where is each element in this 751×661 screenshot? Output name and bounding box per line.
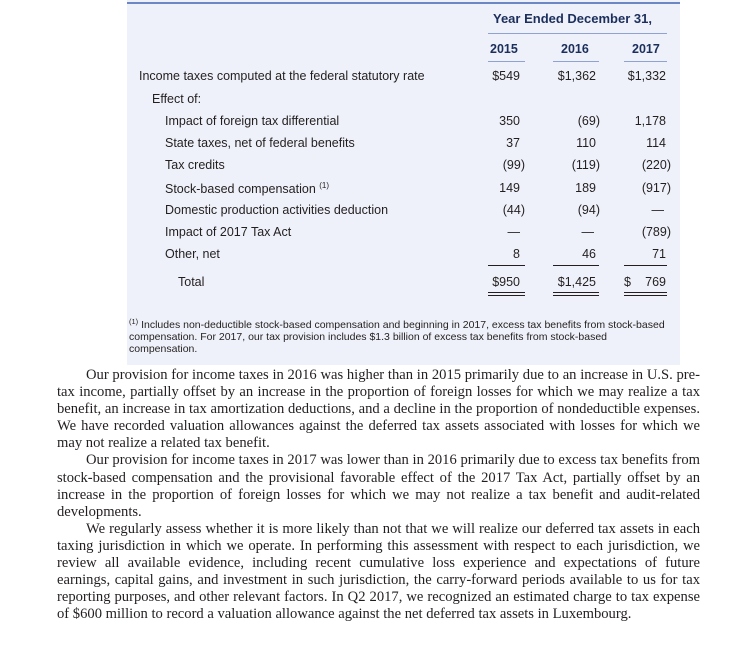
row-label-total: Total bbox=[178, 275, 205, 289]
total-rule-2015 bbox=[488, 292, 525, 296]
cell-2017: — bbox=[651, 203, 664, 217]
cell-2017: (917) bbox=[641, 181, 671, 195]
cell-2015: $950 bbox=[492, 275, 520, 289]
year-rule-2017 bbox=[624, 61, 667, 62]
cell-2015: 350 bbox=[499, 114, 520, 128]
total-rule-2016 bbox=[553, 292, 599, 296]
paragraph: Our provision for income taxes in 2016 was higher than in 2015 primarily due to an increase in U.S. pre-tax income, partially offset by an increase in the proportion of foreign losses for which we may realize a tax benefit, an increase in tax amortization deductions, and a decline in the proportion of nondeductible expenses. We have recorded valuation allowances against the deferred tax assets associated with losses for which we may not realize a related tax benefit. bbox=[57, 367, 700, 452]
year-2016: 2016 bbox=[561, 42, 589, 56]
cell-2016: (94) bbox=[577, 203, 600, 217]
row-label-state-taxes: State taxes, net of federal benefits bbox=[165, 136, 355, 150]
year-rule-2016 bbox=[553, 61, 599, 62]
cell-2017: 114 bbox=[646, 136, 666, 150]
paragraph: Our provision for income taxes in 2017 was lower than in 2016 primarily due to excess tax benefits from stock-based compensation and the provisional favorable effect of the 2017 Tax Act, partially offset by an increase in the proportion of foreign losses for which we may not realize a tax benefit and audit-related developments. bbox=[57, 452, 700, 520]
cell-2017: 71 bbox=[652, 247, 666, 261]
cell-2015: 37 bbox=[506, 136, 520, 150]
row-label-domestic-production: Domestic production activities deduction bbox=[165, 203, 389, 217]
year-2015: 2015 bbox=[490, 42, 518, 56]
cell-2015: (99) bbox=[502, 158, 525, 172]
header-rule bbox=[488, 33, 667, 34]
cell-2016: (119) bbox=[571, 158, 600, 172]
cell-2017: (789) bbox=[641, 225, 671, 239]
subtotal-rule-2015 bbox=[488, 265, 525, 266]
cell-2015: 8 bbox=[513, 247, 520, 261]
cell-2016: — bbox=[581, 225, 594, 239]
footnote-ref: (1) bbox=[319, 181, 330, 190]
year-2017: 2017 bbox=[632, 42, 660, 56]
cell-2015: 149 bbox=[499, 181, 520, 195]
cell-2017: 1,178 bbox=[634, 114, 666, 128]
subtotal-rule-2017 bbox=[624, 265, 667, 266]
row-label-foreign-tax: Impact of foreign tax differential bbox=[165, 114, 340, 128]
cell-2016: 46 bbox=[582, 247, 596, 261]
row-label-tax-credits: Tax credits bbox=[165, 158, 225, 172]
cell-2017: $1,332 bbox=[627, 69, 666, 83]
row-label-tax-act: Impact of 2017 Tax Act bbox=[165, 225, 292, 239]
table-footnote bbox=[129, 316, 674, 355]
footnote-text: Includes non-deductible stock-based compensation and beginning in 2017, excess tax benefits from stock-based compensation. For 2017, our tax provision includes $1.3 billion of excess tax benefits from stock-based compensation. bbox=[129, 319, 665, 355]
cell-2016: $1,362 bbox=[557, 69, 596, 83]
cell-2015: $549 bbox=[492, 69, 520, 83]
total-rule-2017 bbox=[624, 292, 667, 296]
paragraph: We regularly assess whether it is more likely than not that we will realize our deferred tax assets in each taxing jurisdiction in which we operate. In performing this assessment with respect to each jurisdiction, we review all available evidence, including recent cumulative loss experience and expectations of future earnings, capital gains, and investment in such jurisdiction, the carry-forward periods available to us for tax reporting purposes, and other relevant factors. In Q2 2017, we recognized an estimated charge to tax expense of $600 million to record a valuation allowance against the net deferred tax assets in Luxembourg. bbox=[57, 520, 700, 623]
cell-2016: 110 bbox=[576, 136, 596, 150]
year-rule-2015 bbox=[488, 61, 525, 62]
cell-2016: (69) bbox=[577, 114, 600, 128]
cell-2016: $1,425 bbox=[557, 275, 596, 289]
cell-2017-symbol: $ bbox=[624, 275, 631, 289]
cell-2016: 189 bbox=[575, 181, 596, 195]
row-label-effect-of: Effect of: bbox=[152, 92, 202, 106]
subtotal-rule-2016 bbox=[553, 265, 599, 266]
table-header-title: Year Ended December 31, bbox=[493, 11, 652, 26]
row-label-text: Stock-based compensation bbox=[165, 182, 316, 196]
row-label-other-net: Other, net bbox=[165, 247, 220, 261]
footnote-marker: (1) bbox=[129, 317, 139, 326]
cell-2015: — bbox=[507, 225, 520, 239]
row-label-statutory-rate: Income taxes computed at the federal statutory rate bbox=[139, 69, 425, 83]
row-label-stock-comp bbox=[165, 181, 329, 196]
cell-2017: 769 bbox=[645, 275, 666, 289]
cell-2017: (220) bbox=[641, 158, 671, 172]
cell-2015: (44) bbox=[502, 203, 525, 217]
table-top-rule bbox=[127, 2, 680, 4]
body-text bbox=[57, 367, 700, 623]
